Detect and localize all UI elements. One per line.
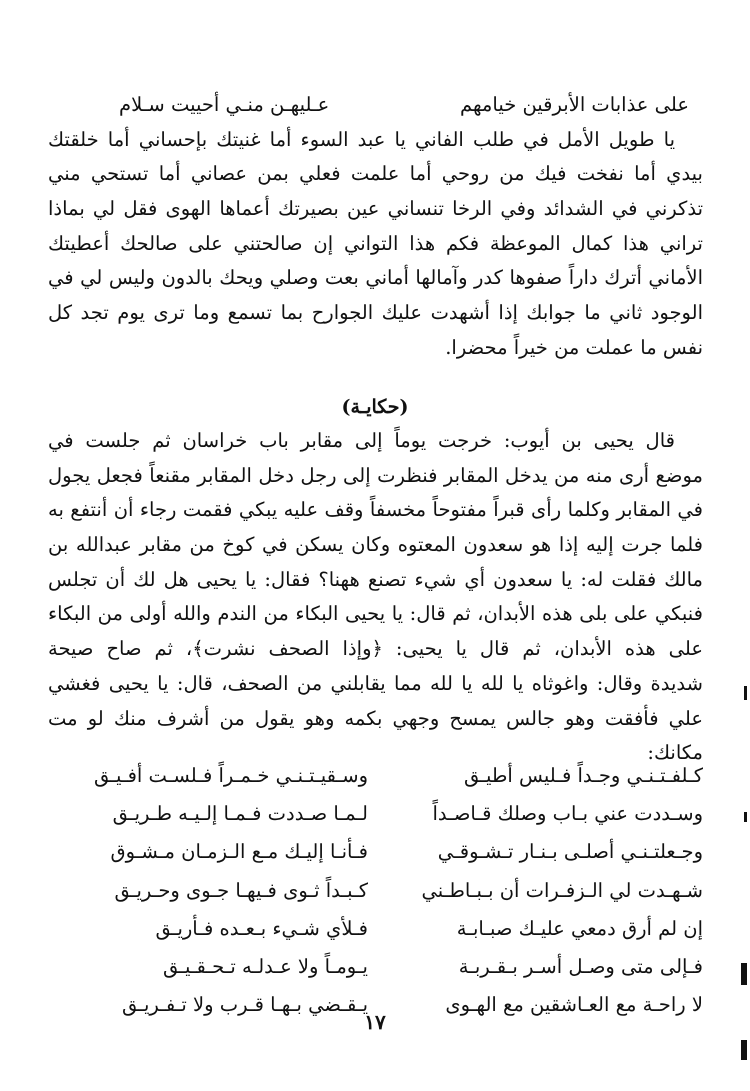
paragraph-line: الوجود ثاني ما جوابك إذا أشهدت عليك الجوارح بما تسمع وما ترى يوم تجد كل <box>48 301 703 325</box>
story-line: علي فأفقت وهو جالس يمسح وجهي بكمه وهو يقول من أشرف منك لو مت <box>48 706 703 730</box>
paragraph-line: بيدي أما نفخت فيك من روحي أما علمت فعلي بمن عصاني أما تستحي مني <box>48 162 703 186</box>
paragraph-line: نفس ما عملت من خيراً محضرا. <box>445 335 703 359</box>
paragraph-line: الأماني أترك داراً صفوها كدر وآمالها أماني بعت وصلي ويحك بالدون وليس لي في <box>48 266 703 290</box>
opening-text <box>48 88 703 366</box>
poem-right-hemistich: شـهـدت لي الـزفـرات أن بـبـاطـني <box>421 878 703 902</box>
poem-verse <box>48 910 703 948</box>
poem-verse <box>48 833 703 871</box>
story-line: على هذه الأبدان، ثم قال يا يحيى: ﴿وإذا الصحف نشرت﴾، ثم صاح صيحة <box>48 637 703 661</box>
story-text <box>48 424 703 771</box>
poem-right-hemistich: فـإلى متى وصـل أسـر بـقـربـة <box>458 954 703 978</box>
poem-left-hemistich: يـومـاً ولا عـدلـه تـحـقـيـق <box>162 954 368 978</box>
poem-left-hemistich: لـمـا صـددت فـمـا إلـيـه طـريـق <box>112 802 368 826</box>
intro-verse-left-hemistich: عـليهـن منـي أحييت سـلام <box>119 93 330 116</box>
poem-left-hemistich: فـأنـا إليـك مـع الـزمـان مـشـوق <box>110 840 368 864</box>
page-number: ١٧ <box>364 1010 386 1034</box>
story-line: فنبكي على بلى هذه الأبدان، ثم قال: يا يحيى البكاء من الندم والله أولى من البكاء <box>48 602 703 626</box>
poem <box>48 757 703 1024</box>
scan-margin-mark <box>741 963 747 985</box>
poem-left-hemistich: يـقـضي بـهـا قـرب ولا تـفـريـق <box>121 993 368 1017</box>
story-line: موضع أرى منه من يدخل المقابر فنظرت إلى رجل دخل المقابر مقنعاً فجعل يجول <box>48 463 703 487</box>
poem-left-hemistich: وسـقيـتـنـي خـمـراً فـلسـت أفـيـق <box>94 764 368 787</box>
poem-left-hemistich: كـبـداً ثـوى فـيهـا جـوى وحـريـق <box>114 878 368 902</box>
story-line: شديدة وقال: واغوثاه يا لله يا لله مما يقابلني من الصحف، قال: يا يحيى فغشي <box>48 671 703 695</box>
scan-margin-mark <box>744 812 747 822</box>
story-line: مالك فقلت له: يا سعدون أي شيء تصنع ههنا؟ فقال: يا يحيى هل لك أن تجلس <box>48 567 703 591</box>
poem-verse <box>48 795 703 833</box>
intro-verse-right-hemistich: على عذابات الأبرقين خيامهم <box>459 93 689 116</box>
story-line: في المقابر وكلما رأى قبراً مفتوحاً مخسفاً وقف عليه يبكي فقمت رجاء أن أنتفع به <box>48 498 703 522</box>
poem-verse <box>48 757 703 795</box>
scan-margin-mark <box>741 1040 747 1060</box>
poem-right-hemistich: إن لم أرق دمعي عليـك صبـابـة <box>456 916 703 940</box>
paragraph-line: تذكرني في الشدائد وفي الرخا تنساني عين بصيرتك أعماها الهوى فقل لي بماذا <box>48 197 703 221</box>
poem-right-hemistich: لا راحـة مع العـاشقين مع الهـوى <box>445 993 703 1017</box>
story-line: فلما جرت إليه إذا هو سعدون المعتوه وكان يسكن في كوخ من مقابر عبدالله بن <box>48 533 703 557</box>
poem-left-hemistich: فـلأي شـيء بـعـده فـأريـق <box>155 916 368 940</box>
poem-right-hemistich: وسـددت عني بـاب وصلك قـاصـداً <box>432 802 703 826</box>
intro-verse <box>48 88 703 123</box>
poem-right-hemistich: وجـعلتـنـي أصلـى بـنـار تـشـوقـي <box>437 840 703 864</box>
poem-verse <box>48 872 703 910</box>
story-line: مكانك: <box>647 741 703 765</box>
story-line: قال يحيى بن أيوب: خرجت يوماً إلى مقابر باب خراسان ثم جلست في <box>48 429 675 452</box>
paragraph-line: تراني هذا كمال الموعظة فكم هذا التواني إن صالحتني على صالحك أعطيتك <box>48 231 703 255</box>
section-heading: (حكايـة) <box>341 396 409 418</box>
poem-verse <box>48 948 703 986</box>
paragraph-line: يا طويل الأمل في طلب الفاني يا عبد السوء أما غنيتك بإحساني أما خلقتك <box>48 127 675 151</box>
poem-right-hemistich: كـلفـتـنـي وجـداً فـليس أطيـق <box>464 764 703 787</box>
scan-margin-mark <box>744 686 747 700</box>
